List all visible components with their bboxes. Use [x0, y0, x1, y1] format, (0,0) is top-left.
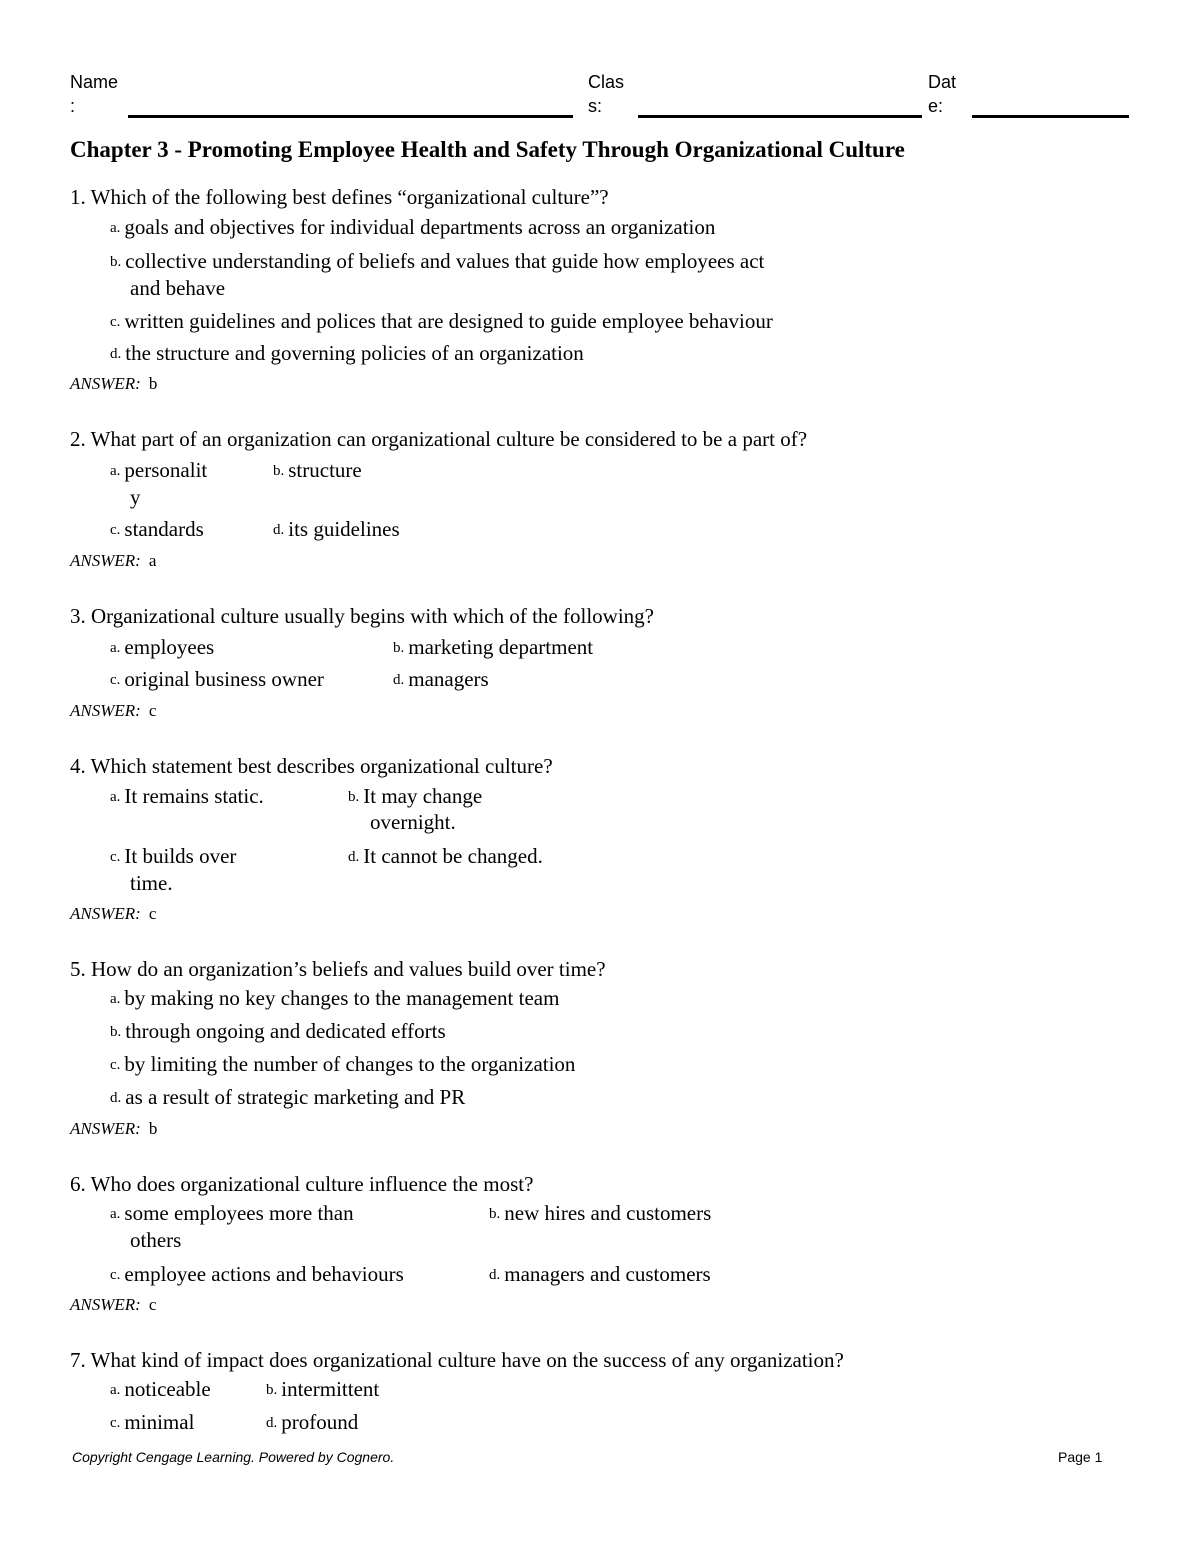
footer-copyright: Copyright Cengage Learning. Powered by Cognero. [72, 1449, 395, 1465]
question-5-option-c: c. by limiting the number of changes to the organization [110, 1052, 576, 1076]
question-2-answer: ANSWER: a [70, 551, 157, 570]
question-1-option-d: d. the structure and governing policies of an organization [110, 341, 584, 365]
question-5-answer: ANSWER: b [70, 1119, 158, 1138]
question-5-option-a: a. by making no key changes to the management team [110, 986, 560, 1010]
date-label: Dat [928, 72, 957, 92]
question-4-option-a: a. It remains static. [110, 784, 264, 808]
question-6-option-a-cont: others [130, 1228, 182, 1252]
question-3-answer: ANSWER: c [70, 701, 157, 720]
question-7-option-d: d. profound [266, 1410, 359, 1434]
question-3-option-a: a. employees [110, 635, 215, 659]
question-1-option-b-cont: and behave [130, 276, 226, 300]
question-2: 2. What part of an organization can organizational culture be considered to be a part of? [70, 427, 808, 451]
name-label-colon: : [70, 96, 76, 116]
class-label-colon: s: [588, 96, 603, 116]
question-4-option-c: c. It builds over [110, 844, 237, 868]
question-6-answer: ANSWER: c [70, 1295, 157, 1314]
question-1-option-a: a. goals and objectives for individual departments across an organization [110, 215, 716, 239]
question-2-option-c: c. standards [110, 517, 204, 541]
question-3-option-c: c. original business owner [110, 667, 324, 691]
question-4: 4. Which statement best describes organizational culture? [70, 754, 553, 778]
question-6-option-d: d. managers and customers [489, 1262, 711, 1286]
question-6-option-c: c. employee actions and behaviours [110, 1262, 404, 1286]
footer-page-number: Page 1 [1058, 1449, 1103, 1465]
question-6: 6. Who does organizational culture influence the most? [70, 1172, 534, 1196]
question-4-option-b: b. It may change [348, 784, 483, 808]
question-2-option-a-cont: y [130, 485, 141, 509]
class-label: Clas [588, 72, 625, 92]
question-7: 7. What kind of impact does organizational culture have on the success of any organization? [70, 1348, 844, 1372]
question-5: 5. How do an organization’s beliefs and values build over time? [70, 957, 606, 981]
question-2-option-a: a. personalit [110, 458, 208, 482]
question-4-option-b-cont: overnight. [370, 810, 456, 834]
question-7-option-a: a. noticeable [110, 1377, 211, 1401]
name-label: Name [70, 72, 119, 92]
question-3: 3. Organizational culture usually begins with which of the following? [70, 604, 654, 628]
question-6-option-b: b. new hires and customers [489, 1201, 712, 1225]
page-title: Chapter 3 - Promoting Employee Health and Safety Through Organizational Culture [70, 137, 905, 162]
question-1: 1. Which of the following best defines “organizational culture”? [70, 185, 609, 209]
question-7-option-b: b. intermittent [266, 1377, 380, 1401]
name-field[interactable] [128, 115, 573, 118]
question-4-option-d: d. It cannot be changed. [348, 844, 543, 868]
question-5-option-d: d. as a result of strategic marketing and PR [110, 1085, 466, 1109]
question-1-option-b: b. collective understanding of beliefs and values that guide how employees act [110, 249, 765, 273]
class-field[interactable] [638, 115, 922, 118]
question-5-option-b: b. through ongoing and dedicated efforts [110, 1019, 446, 1043]
question-1-answer: ANSWER: b [70, 374, 158, 393]
question-6-option-a: a. some employees more than [110, 1201, 354, 1225]
question-4-option-c-cont: time. [130, 871, 173, 895]
question-3-option-b: b. marketing department [393, 635, 594, 659]
question-7-option-c: c. minimal [110, 1410, 195, 1434]
question-2-option-b: b. structure [273, 458, 362, 482]
question-1-option-c: c. written guidelines and polices that are designed to guide employee behaviour [110, 309, 773, 333]
question-4-answer: ANSWER: c [70, 904, 157, 923]
date-label-colon: e: [928, 96, 944, 116]
date-field[interactable] [972, 115, 1129, 118]
question-3-option-d: d. managers [393, 667, 489, 691]
question-2-option-d: d. its guidelines [273, 517, 400, 541]
